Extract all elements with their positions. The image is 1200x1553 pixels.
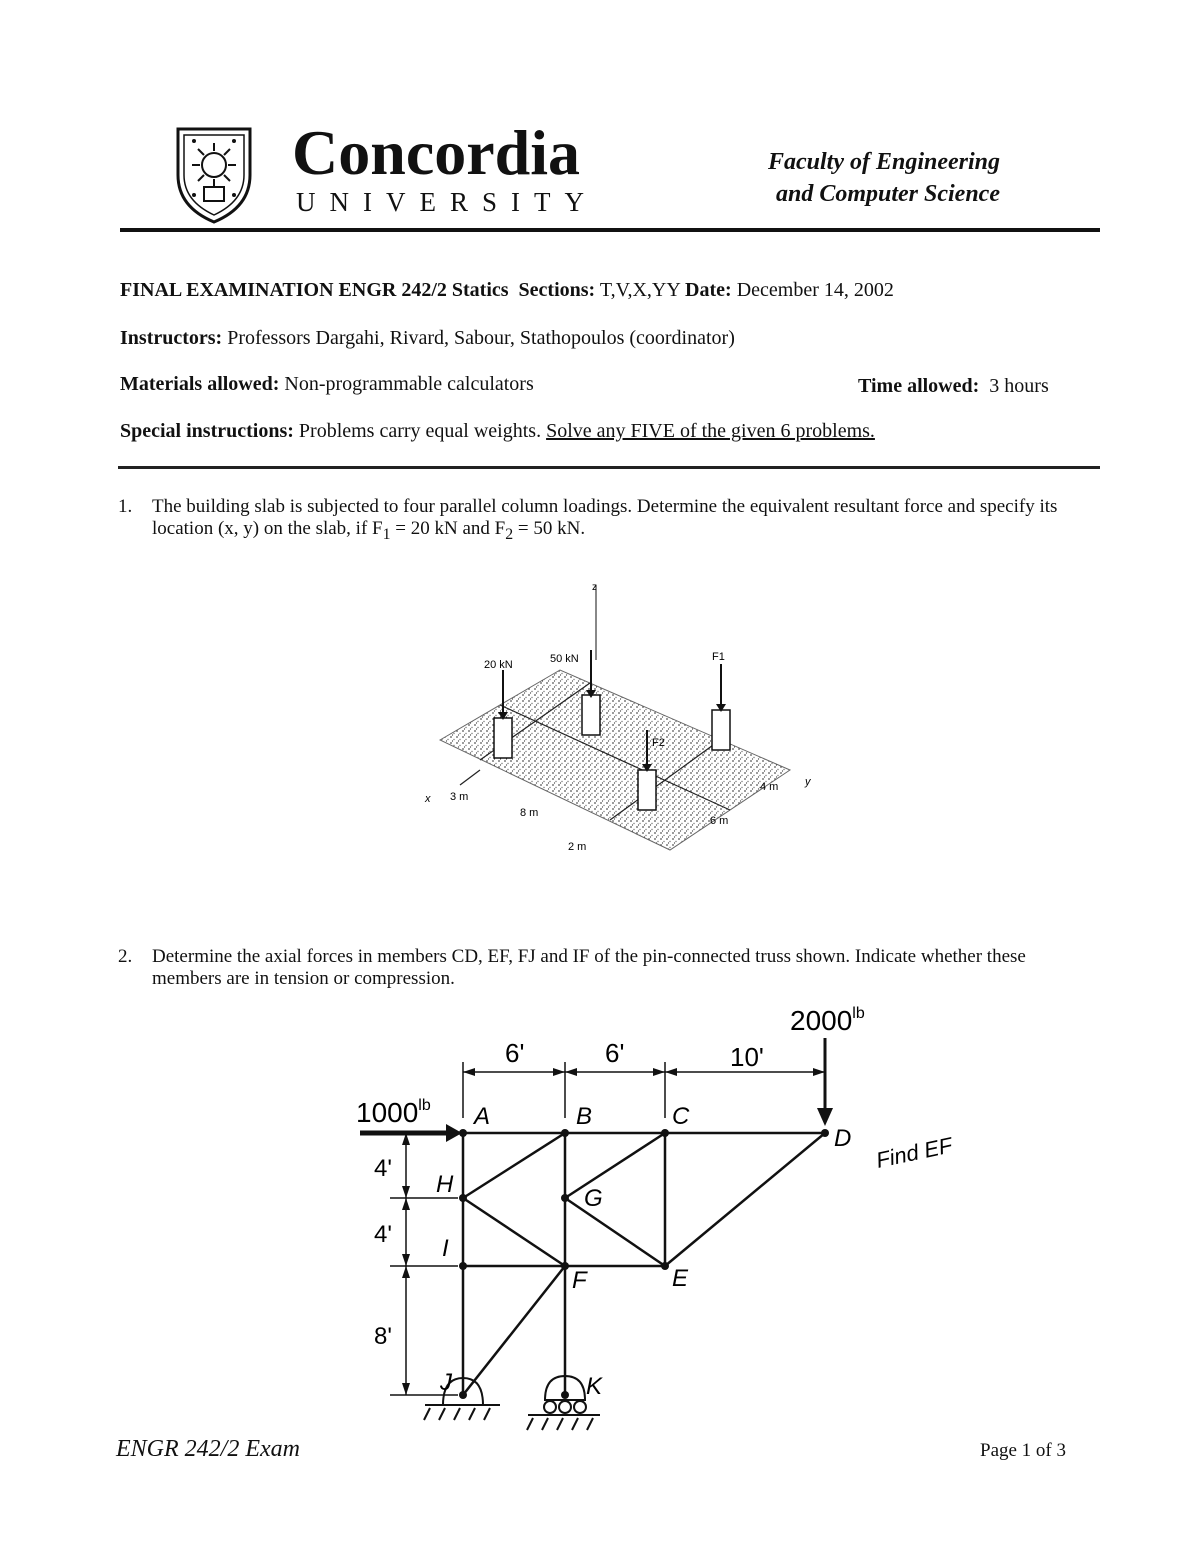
special-instructions-line — [120, 419, 875, 443]
figure-truss-diagram — [350, 1000, 1010, 1445]
faculty-line-2: and Computer Science — [775, 181, 1000, 207]
node-label-b: B — [576, 1103, 593, 1130]
faculty-title — [700, 146, 1000, 210]
problem-1-sub-2: 2 — [505, 525, 514, 543]
axis-z-label: z — [592, 582, 597, 593]
header-divider — [120, 228, 1100, 232]
problem-2 — [118, 946, 1098, 990]
node-label-c: C — [672, 1103, 690, 1130]
date-label: Date: — [685, 279, 732, 301]
materials-line — [120, 372, 534, 396]
node-label-h: H — [436, 1171, 454, 1198]
dim-6m-label: 6 m — [710, 815, 729, 827]
brand-name: Concordia — [292, 117, 580, 188]
problem-number: 2. — [118, 946, 133, 967]
brand-subtitle: UNIVERSITY — [296, 187, 598, 217]
problem-1-text-c: = 50 kN. — [513, 518, 586, 539]
footer-page-number: Page 1 of 3 — [980, 1440, 1067, 1461]
load-f1-label: F1 — [712, 651, 725, 663]
problem-1-text-a: The building slab is subjected to four parallel column loadings. Determine the equivalent resultant force and specify its location (x, y) on the slab, if F — [152, 496, 1058, 539]
instructors-label: Instructors: — [120, 327, 223, 349]
truss-members — [463, 1133, 825, 1395]
time-value: 3 hours — [989, 375, 1049, 397]
dim-4m-label: 4 m — [760, 781, 779, 793]
node-label-f: F — [572, 1267, 587, 1294]
dim-6ft-b: 6' — [605, 1038, 625, 1068]
load-top-value: $2000^{lb}$ — [790, 1005, 865, 1036]
materials-value: Non-programmable calculators — [284, 373, 534, 395]
dim-3m-label: 3 m — [450, 791, 469, 803]
figure-slab-diagram — [420, 580, 820, 870]
axis-x-label: x — [425, 793, 431, 805]
column-20kn — [494, 718, 512, 758]
dim-10ft: 10' — [730, 1042, 764, 1072]
handwritten-note: Find EF — [873, 1132, 955, 1173]
special-value: Problems carry equal weights. — [298, 420, 542, 442]
exam-title: FINAL EXAMINATION ENGR 242/2 Statics — [120, 279, 509, 301]
node-label-k: K — [586, 1373, 603, 1400]
instructors-line — [120, 326, 735, 350]
node-label-i: I — [442, 1235, 449, 1262]
problem-1-sub-1: 1 — [382, 525, 391, 543]
problem-number: 1. — [118, 496, 133, 517]
column-f2 — [638, 770, 656, 810]
dim-8ft: 8' — [374, 1323, 392, 1350]
node-label-e: E — [672, 1265, 689, 1292]
sections-label: Sections: — [518, 279, 596, 301]
column-50kn — [582, 695, 600, 735]
dim-6ft-a: 6' — [505, 1038, 525, 1068]
problem-1 — [118, 496, 1098, 546]
date-value: December 14, 2002 — [736, 279, 894, 301]
node-label-d: D — [834, 1125, 852, 1152]
axis-y-label: y — [805, 776, 811, 788]
dim-4ft-b: 4' — [374, 1221, 392, 1248]
materials-label: Materials allowed: — [120, 373, 280, 395]
load-f2-label: F2 — [652, 737, 665, 749]
sections-value: T,V,X,YY — [599, 279, 681, 301]
node-label-g: G — [584, 1185, 603, 1212]
university-crest-icon — [174, 125, 254, 225]
time-line — [858, 374, 1049, 398]
load-left-value: $1000^{lb}$ — [356, 1097, 431, 1128]
instructors-value: Professors Dargahi, Rivard, Sabour, Stathopoulos (coordinator) — [227, 327, 735, 349]
dim-2m-label: 2 m — [568, 841, 587, 853]
time-label: Time allowed: — [858, 375, 980, 397]
load-50kn-label: 50 kN — [550, 653, 579, 665]
load-20kn-label: 20 kN — [484, 659, 513, 671]
special-label: Special instructions: — [120, 420, 294, 442]
node-label-j: J — [440, 1369, 452, 1396]
problem-text — [152, 496, 1098, 546]
problem-1-text-b: = 20 kN and F — [390, 518, 506, 539]
faculty-line-1: Faculty of Engineering — [767, 149, 1000, 175]
problem-text: Determine the axial forces in members CD, EF, FJ and IF of the pin-connected truss shown. Indicate whether these members are in tension or compression. — [152, 946, 1026, 989]
dim-4ft-a: 4' — [374, 1155, 392, 1182]
node-label-a: A — [474, 1103, 491, 1130]
footer-course: ENGR 242/2 Exam — [116, 1436, 300, 1462]
dim-8m-label: 8 m — [520, 807, 539, 819]
special-underlined: Solve any FIVE of the given 6 problems. — [546, 420, 875, 442]
section-divider — [118, 466, 1100, 469]
horizontal-dimensions — [463, 1062, 825, 1118]
column-f1 — [712, 710, 730, 750]
slab-surface — [440, 670, 790, 850]
exam-title-line — [120, 278, 894, 302]
